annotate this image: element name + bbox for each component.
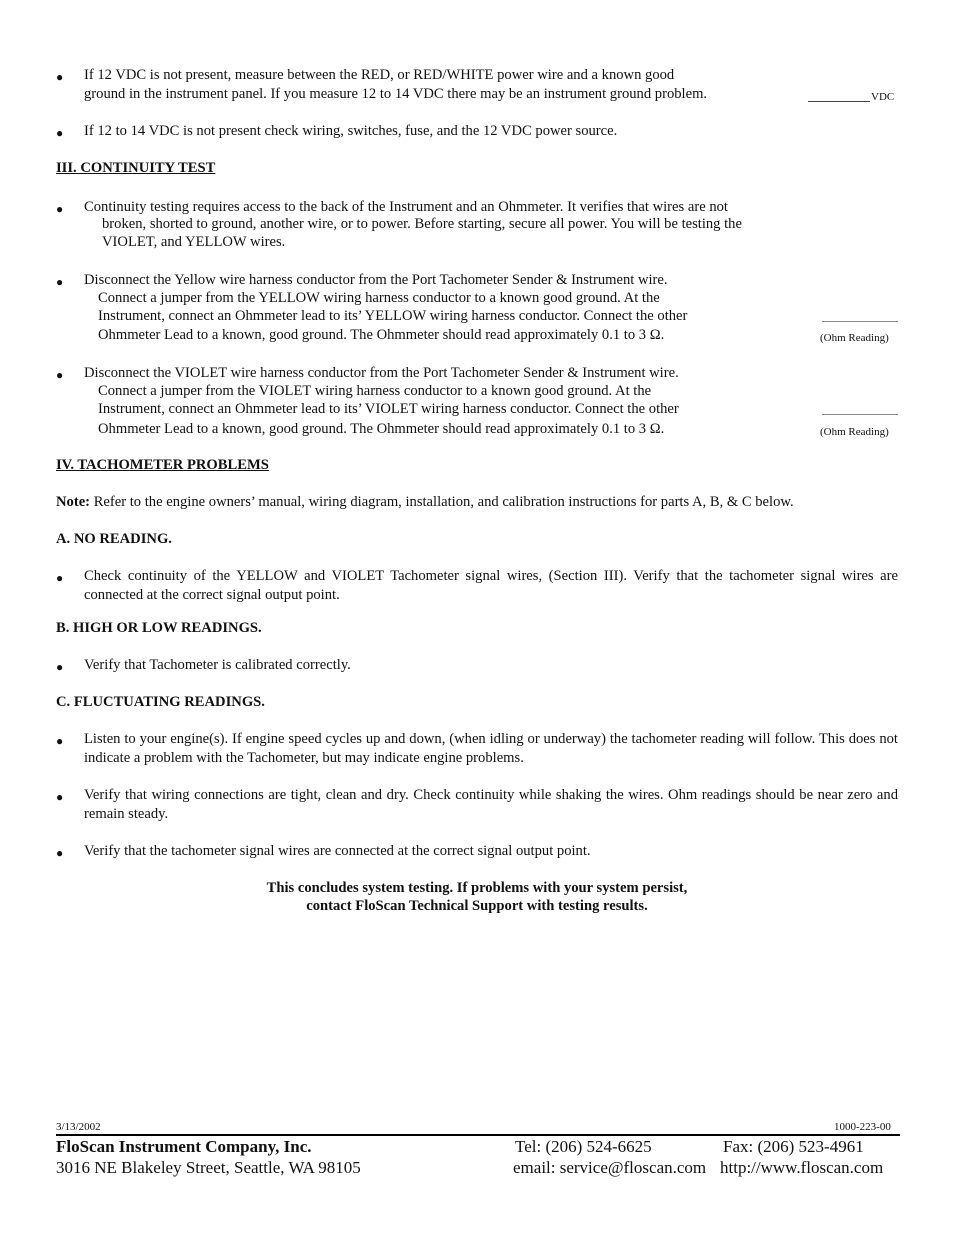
power-bullet1-line1: If 12 VDC is not present, measure between the RED, or RED/WHITE power wire and a known good bbox=[84, 67, 675, 83]
footer-date: 3/13/2002 bbox=[56, 1121, 101, 1133]
footer-divider bbox=[56, 1134, 900, 1136]
ohm-reading-label-violet: (Ohm Reading) bbox=[820, 426, 889, 438]
footer-tel: Tel: (206) 524-6625 bbox=[515, 1137, 652, 1156]
ohm-reading-blank-violet bbox=[822, 414, 898, 415]
bullet-icon: ● bbox=[56, 734, 64, 748]
vdc-unit-label: VDC bbox=[871, 91, 895, 103]
footer-company-name: FloScan Instrument Company, Inc. bbox=[56, 1137, 312, 1156]
continuity-b3-line2: Connect a jumper from the VIOLET wiring harness conductor to a known good ground. At the bbox=[98, 383, 652, 399]
note-label: Note: bbox=[56, 494, 91, 510]
conclusion-line1: This concludes system testing. If problems with your system persist, bbox=[266, 880, 688, 896]
continuity-b1-line3: VIOLET, and YELLOW wires. bbox=[102, 234, 286, 250]
continuity-b2-line3: Instrument, connect an Ohmmeter lead to its’ YELLOW wiring harness conductor. Connect the other bbox=[98, 308, 688, 324]
note-text: Refer to the engine owners’ manual, wiring diagram, installation, and calibration instructions for parts A, B, & C below. bbox=[90, 494, 794, 510]
tach-heading: IV. TACHOMETER PROBLEMS bbox=[56, 457, 269, 473]
continuity-b2-line1: Disconnect the Yellow wire harness conductor from the Port Tachometer Sender & Instrument wire. bbox=[84, 272, 668, 288]
bullet-icon: ● bbox=[56, 790, 64, 804]
section-c-heading: C. FLUCTUATING READINGS. bbox=[56, 694, 265, 710]
section-a-heading: A. NO READING. bbox=[56, 531, 172, 547]
bullet-icon: ● bbox=[56, 846, 64, 860]
bullet-icon: ● bbox=[56, 571, 64, 585]
bullet-icon: ● bbox=[56, 275, 64, 289]
bullet-icon: ● bbox=[56, 368, 64, 382]
section-c-bullet3: Verify that the tachometer signal wires are connected at the correct signal output point. bbox=[84, 843, 591, 859]
section-a-bullet1: Check continuity of the YELLOW and VIOLET Tachometer signal wires, (Section III). Verify that the tachometer signal wires are connected at the correct signal output point. bbox=[84, 568, 898, 603]
continuity-b3-line3: Instrument, connect an Ohmmeter lead to its’ VIOLET wiring harness conductor. Connect the other bbox=[98, 401, 679, 417]
bullet-icon: ● bbox=[56, 660, 64, 674]
power-bullet2: If 12 to 14 VDC is not present check wiring, switches, fuse, and the 12 VDC power source. bbox=[84, 123, 618, 139]
section-b-heading: B. HIGH OR LOW READINGS. bbox=[56, 620, 262, 636]
bullet-icon: ● bbox=[56, 70, 64, 84]
bullet-icon: ● bbox=[56, 126, 64, 140]
power-bullet1-line2: ground in the instrument panel. If you measure 12 to 14 VDC there may be an instrument ground problem. bbox=[84, 86, 708, 102]
ohm-reading-blank-yellow bbox=[822, 321, 898, 322]
continuity-b3-line4: Ohmmeter Lead to a known, good ground. The Ohmmeter should read approximately 0.1 to 3 Ω. bbox=[98, 421, 665, 437]
footer-fax: Fax: (206) 523-4961 bbox=[723, 1137, 864, 1156]
footer-website-link[interactable]: http://www.floscan.com bbox=[720, 1158, 884, 1177]
tach-note bbox=[56, 493, 794, 512]
section-c-bullet1: Listen to your engine(s). If engine speed cycles up and down, (when idling or underway) the tachometer reading will follow. This does not indicate a problem with the Tachometer, but may indicate engine problems. bbox=[84, 731, 898, 766]
continuity-b1-line1: Continuity testing requires access to the back of the Instrument and an Ohmmeter. It verifies that wires are not bbox=[84, 199, 728, 215]
continuity-b2-line4: Ohmmeter Lead to a known, good ground. The Ohmmeter should read approximately 0.1 to 3 Ω. bbox=[98, 327, 665, 343]
section-c-bullet2: Verify that wiring connections are tight, clean and dry. Check continuity while shaking the wires. Ohm readings should be near zero and remain steady. bbox=[84, 787, 898, 822]
continuity-b1-line2: broken, shorted to ground, another wire, or to power. Before starting, secure all power. You will be testing the bbox=[102, 216, 742, 232]
vdc-blank-field bbox=[808, 101, 870, 102]
footer-email[interactable]: email: service@floscan.com bbox=[513, 1158, 707, 1177]
conclusion-line2: contact FloScan Technical Support with testing results. bbox=[306, 898, 648, 914]
footer-doc-number: 1000-223-00 bbox=[834, 1121, 891, 1133]
ohm-reading-label-yellow: (Ohm Reading) bbox=[820, 332, 889, 344]
continuity-b2-line2: Connect a jumper from the YELLOW wiring harness conductor to a known good ground. At the bbox=[98, 290, 660, 306]
footer-address: 3016 NE Blakeley Street, Seattle, WA 98105 bbox=[56, 1158, 361, 1177]
continuity-heading: III. CONTINUITY TEST bbox=[56, 160, 216, 176]
section-b-bullet1: Verify that Tachometer is calibrated correctly. bbox=[84, 657, 351, 673]
bullet-icon: ● bbox=[56, 202, 64, 216]
continuity-b3-line1: Disconnect the VIOLET wire harness conductor from the Port Tachometer Sender & Instrument wire. bbox=[84, 365, 679, 381]
